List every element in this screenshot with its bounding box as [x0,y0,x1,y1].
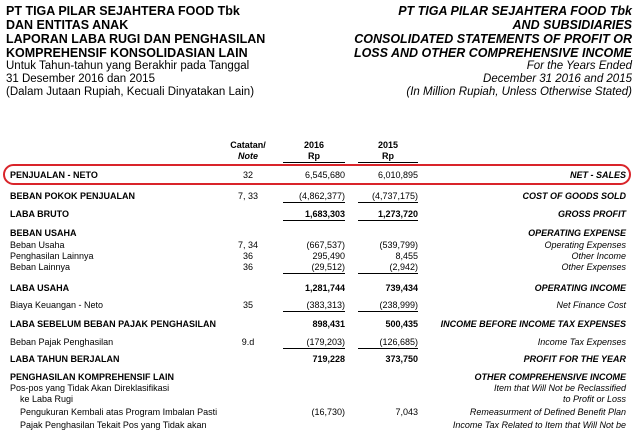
row-label-en: Income Tax Expenses [537,337,626,347]
row-value-2015: 6,010,895 [377,170,418,180]
company-name-id: PT TIGA PILAR SEJAHTERA FOOD Tbk [6,4,240,18]
row-operating-expenses [0,240,640,251]
row-label: LABA BRUTO [10,209,69,219]
row-value-2016: 1,683,303 [283,209,345,221]
row-value-2016: 898,431 [312,319,345,329]
row-label-en: Remeasurment of Defined Benefit Plan [469,407,626,417]
statement-title-en-1: CONSOLIDATED STATEMENTS OF PROFIT OR [354,32,632,46]
row-net-finance-cost [0,300,640,311]
row-value-2015: 7,043 [395,407,418,417]
row-label-en: COST OF GOODS SOLD [522,191,626,201]
row-label: LABA USAHA [10,283,70,293]
row-note: 36 [242,262,253,272]
currency-2016: Rp [283,151,345,163]
row-value-2016: 295,490 [312,251,345,261]
row-label: PENJUALAN - NETO [10,170,98,180]
row-value-2015: (539,799) [379,240,418,250]
row-label: Pos-pos yang Tidak Akan Direklasifikasi [10,383,170,393]
header-english [302,4,632,99]
period-id-2: 31 Desember 2016 dan 2015 [6,73,155,85]
row-label-en: Item that Will Not be Reclassified [494,383,626,393]
row-value-2016: 1,281,744 [304,283,345,293]
row-note: 7, 34 [237,240,259,250]
row-value-2015: 739,434 [385,283,418,293]
row-label: Biaya Keuangan - Neto [10,300,104,310]
row-label-en: OTHER COMPREHENSIVE INCOME [474,372,626,382]
row-value-2015: (238,999) [358,300,418,312]
column-2016-header [283,140,345,163]
column-2015-header [358,140,418,163]
row-label: ke Laba Rugi [20,394,74,404]
row-income-before-tax [0,319,640,330]
row-operating-expense-heading [0,228,640,239]
row-value-2015: 8,455 [395,251,418,261]
row-label: Pajak Penghasilan Tekait Pos yang Tidak akan [20,420,207,430]
row-label-en: OPERATING INCOME [534,283,626,293]
row-label: Beban Pajak Penghasilan [10,337,114,347]
period-en-2: December 31 2016 and 2015 [483,73,632,85]
row-value-2015: (2,942) [358,262,418,274]
row-value-2016: 6,545,680 [304,170,345,180]
statement-title-id-1: LAPORAN LABA RUGI DAN PENGHASILAN [6,32,266,46]
row-label: LABA TAHUN BERJALAN [10,354,120,364]
row-value-2016: (4,862,377) [283,191,345,203]
period-en-1: For the Years Ended [526,60,632,72]
row-value-2016: (29,512) [283,262,345,274]
row-value-2015: 1,273,720 [358,209,418,221]
row-related-income-tax [0,420,640,431]
note-header-top: Catatan/ [230,140,266,150]
unit-id: (Dalam Jutaan Rupiah, Kecuali Dinyatakan Lain) [6,86,255,98]
note-header-sub: Note [238,151,258,161]
period-id-1: Untuk Tahun-tahun yang Berakhir pada Tanggal [6,60,250,72]
year-2016: 2016 [303,140,325,150]
row-value-2015: (126,685) [358,337,418,349]
row-note: 36 [242,251,253,261]
row-label: Beban Lainnya [10,262,71,272]
row-label: Beban Usaha [10,240,65,250]
company-name-en: PT TIGA PILAR SEJAHTERA FOOD Tbk [398,4,632,18]
row-oci-heading [0,372,640,383]
row-label: LABA SEBELUM BEBAN PAJAK PENGHASILAN [10,319,217,329]
row-note: 9.d [241,337,255,347]
row-value-2016: (667,537) [306,240,345,250]
row-label-en: Operating Expenses [544,240,626,250]
row-income-tax-expenses [0,337,640,348]
statement-title-id-2: KOMPREHENSIF KONSOLIDASIAN LAIN [6,46,248,60]
row-label-en: PROFIT FOR THE YEAR [523,354,626,364]
row-gross-profit [0,209,640,220]
row-label: BEBAN USAHA [10,228,77,238]
currency-2015: Rp [358,151,418,163]
row-not-reclassified-1 [0,383,640,394]
statement-title-en-2: LOSS AND OTHER COMPREHENSIVE INCOME [353,46,632,60]
year-2015: 2015 [377,140,399,150]
row-other-expenses [0,262,640,273]
row-profit-for-the-year [0,354,640,365]
row-label-en: Income Tax Related to Item that Will Not be [452,420,626,430]
row-label-en: to Profit or Loss [562,394,626,404]
row-note: 35 [242,300,253,310]
group-en: AND SUBSIDIARIES [512,18,632,32]
row-label-en: Other Expenses [561,262,626,272]
row-label-en: OPERATING EXPENSE [528,228,626,238]
row-note: 7, 33 [237,191,259,201]
row-value-2016: (383,313) [283,300,345,312]
row-value-2015: 500,435 [385,319,418,329]
group-id: DAN ENTITAS ANAK [6,18,129,32]
row-value-2016: (16,730) [311,407,345,417]
row-label: Penghasilan Lainnya [10,251,94,261]
row-net-sales [0,170,640,181]
row-value-2016: (179,203) [283,337,345,349]
row-label: PENGHASILAN KOMPREHENSIF LAIN [10,372,175,382]
row-cost-of-goods-sold [0,191,640,202]
row-value-2016: 719,228 [312,354,345,364]
row-label-en: INCOME BEFORE INCOME TAX EXPENSES [440,319,626,329]
row-remeasurement [0,407,640,418]
row-label: BEBAN POKOK PENJUALAN [10,191,136,201]
row-label: Pengukuran Kembali atas Program Imbalan Pasti [20,407,218,417]
row-value-2015: 373,750 [385,354,418,364]
header-indonesian [6,4,326,99]
row-value-2015: (4,737,175) [358,191,418,203]
row-label-en: Net Finance Cost [556,300,626,310]
row-not-reclassified-2 [0,394,640,405]
row-label-en: NET - SALES [569,170,626,180]
unit-en: (In Million Rupiah, Unless Otherwise Stated) [406,86,632,98]
column-note-header [222,140,274,162]
row-operating-income [0,283,640,294]
row-label-en: Other Income [571,251,626,261]
row-label-en: GROSS PROFIT [557,209,626,219]
row-other-income [0,251,640,262]
row-note: 32 [242,170,253,180]
